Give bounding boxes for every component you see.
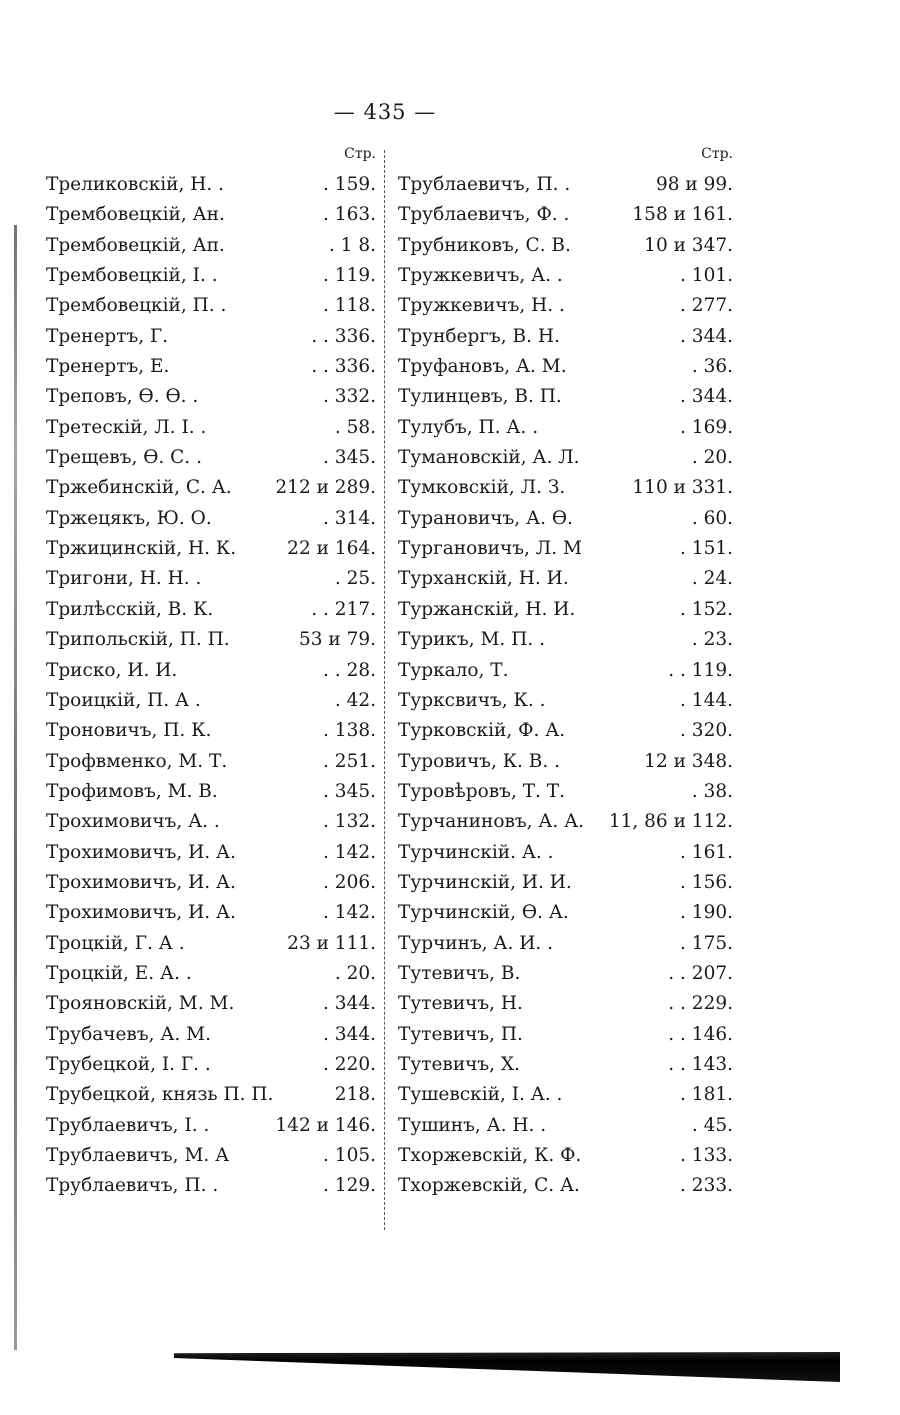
entry-name: Труфановъ, А. М. [398,356,567,378]
entry-name: Трипольскій, П. П. [46,629,230,651]
entry-page-ref: . . 143. [668,1053,733,1075]
entry-page-ref: . 101. [680,265,733,287]
index-entry [46,656,376,686]
entry-name: Трохимовичъ, И. А. [46,902,236,924]
entry-name: Трублаевичъ, М. А [46,1145,230,1166]
entry-name: Туровѣровъ, Т. Т. [398,780,566,802]
index-entry [398,1080,733,1110]
entry-name: Тушинъ, А. Н. . [398,1114,547,1136]
index-entry [398,1141,733,1171]
index-entry [46,898,376,928]
entry-name: Тулинцевъ, В. П. [398,386,562,408]
entry-page-ref: 212 и 289. [275,477,376,499]
entry-page-ref: . 1 8. [328,234,376,256]
entry-page-ref: . . 217. [311,598,376,620]
index-entry [46,322,376,352]
entry-name: Турковскій, Ф. А. [398,720,566,742]
entry-page-ref: . . 119. [668,659,733,681]
index-entry [46,231,376,261]
entry-name: Турчинъ, А. И. . [398,932,554,954]
index-entry [46,413,376,443]
entry-page-ref: . 251. [323,750,376,772]
index-entry [46,473,376,503]
entry-name: Трохимовичъ, И. А. [46,871,236,893]
entry-name: Треликовскій, Н. . [46,174,225,195]
entry-page-ref: . 24. [691,568,733,590]
index-entry [398,959,733,989]
index-entry [398,322,733,352]
index-entry [398,291,733,321]
index-entry [398,1050,733,1080]
index-entry [46,200,376,230]
right-entries-list [398,170,733,1202]
index-entry [398,929,733,959]
index-entry [398,625,733,655]
entry-name: Троцкій, Г. А . [46,932,185,954]
entry-name: Турчинскій, И. И. [398,871,572,893]
entry-page-ref: 23 и 111. [287,932,376,954]
entry-page-ref: . 144. [680,689,733,711]
entry-name: Троицкій, П. А . [46,689,201,711]
left-entries-list [46,170,376,1202]
index-entry [398,200,733,230]
index-entry [46,504,376,534]
entry-page-ref: 110 и 331. [632,477,733,499]
entry-page-ref: . 314. [323,507,376,529]
entry-name: Турчинскій, Ө. А. [398,902,569,924]
entry-page-ref: . 344. [323,993,376,1015]
index-entry [398,656,733,686]
index-entry [46,686,376,716]
entry-name: Трофвменко, М. Т. [46,750,228,772]
entry-name: Тургановичъ, Л. М [398,538,582,560]
entry-page-ref: . 132. [323,811,376,833]
index-entry [398,686,733,716]
entry-page-ref: . 42. [334,689,376,711]
entry-name: Трохимовичъ, А. . [46,811,220,833]
entry-page-ref: . 118. [323,295,376,317]
entry-page-ref: . 138. [323,720,376,742]
entry-name: Тушевскій, І. А. . [398,1084,563,1106]
entry-name: Трембовецкій, Ан. [46,204,225,226]
entry-name: Турчинскій. А. . [398,841,554,863]
entry-name: Трунбергъ, В. Н. [398,325,560,347]
entry-page-ref: . 25. [334,568,376,590]
index-entry [398,595,733,625]
entry-name: Трубачевъ, А. М. [46,1023,211,1045]
index-entry [46,747,376,777]
entry-page-ref: . 344. [680,325,733,347]
entry-page-ref: . . 336. [311,356,376,378]
entry-name: Трублаевичъ, П. . [46,1175,219,1197]
page-number: — 435 — [333,100,437,124]
index-entry [46,1171,376,1201]
entry-name: Трохимовичъ, И. А. [46,841,236,863]
index-entry [398,807,733,837]
entry-name: Тржецякъ, Ю. О. [46,507,212,529]
entry-page-ref: . 344. [680,386,733,408]
index-entry [398,231,733,261]
entry-page-ref: 98 и 99. [655,174,733,195]
entry-name: Трещевъ, Ө. С. . [46,447,202,469]
entry-page-ref: 218. [334,1084,376,1106]
entry-page-ref: 22 и 164. [287,538,376,560]
entry-page-ref: . . 229. [668,993,733,1015]
entry-page-ref: . 332. [323,386,376,408]
entry-name: Тутевичъ, В. [398,962,521,984]
entry-page-ref: . 129. [323,1175,376,1197]
entry-name: Тулубъ, П. А. . [398,416,539,438]
index-entry [398,261,733,291]
left-index-column [46,146,376,1202]
index-entry [398,989,733,1019]
entry-name: Трублаевичъ, Ф. . [398,204,570,226]
scan-edge-shadow [174,1352,840,1382]
entry-name: Тружкевичъ, А. . [398,265,563,287]
index-entry [46,1050,376,1080]
index-entry [398,777,733,807]
index-entry [398,413,733,443]
index-entry [398,868,733,898]
index-entry [46,1141,376,1171]
entry-page-ref: . 152. [680,598,733,620]
entry-page-ref: . 277. [680,295,733,317]
entry-page-ref: . 190. [680,902,733,924]
entry-page-ref: . 38. [691,780,733,802]
index-entry [46,1080,376,1110]
entry-name: Тренертъ, Е. [46,356,170,378]
entry-page-ref: . . 28. [323,659,376,681]
entry-page-ref: . 20. [691,447,733,469]
entry-page-ref: 142 и 146. [275,1114,376,1136]
index-entry [398,382,733,412]
index-entry [46,838,376,868]
entry-page-ref: . . 207. [668,962,733,984]
entry-name: Турксвичъ, К. . [398,689,546,711]
entry-page-ref: . 320. [680,720,733,742]
entry-page-ref: . 175. [680,932,733,954]
index-entry [46,261,376,291]
right-column-header: Стр. [701,146,733,162]
entry-page-ref: . 156. [680,871,733,893]
index-entry [398,1020,733,1050]
index-entry [46,170,376,200]
entry-page-ref: . 220. [323,1053,376,1075]
index-entry [46,534,376,564]
index-entry [46,929,376,959]
index-entry [398,747,733,777]
entry-name: Тхоржевскій, С. А. [398,1175,580,1197]
entry-page-ref: . 206. [323,871,376,893]
entry-page-ref: . 161. [680,841,733,863]
entry-name: Трубецкой, І. Г. . [46,1053,211,1075]
index-entry [398,443,733,473]
entry-name: Тутевичъ, П. [398,1023,523,1045]
entry-page-ref: . 169. [680,416,733,438]
entry-name: Турикъ, М. П. . [398,629,545,651]
entry-name: Тхоржевскій, К. Ф. [398,1145,582,1166]
binding-edge-mark [14,225,17,1350]
entry-name: Турановичъ, А. Ө. [398,507,573,529]
entry-name: Тумковскій, Л. З. [398,477,566,499]
index-entry [46,716,376,746]
entry-name: Троновичъ, П. К. [46,720,212,742]
entry-name: Турханскій, Н. И. [398,568,569,590]
entry-name: Треповъ, Ө. Ө. . [46,386,199,408]
index-entry [398,898,733,928]
index-entry [398,1171,733,1201]
entry-page-ref: 10 и 347. [644,234,733,256]
entry-page-ref: 158 и 161. [632,204,733,226]
left-column-header: Стр. [344,146,376,162]
entry-name: Тригони, Н. Н. . [46,568,202,590]
entry-page-ref: . 233. [680,1175,733,1197]
column-divider [384,150,385,1230]
entry-page-ref: . 119. [323,265,376,287]
entry-name: Трубецкой, князь П. П. [46,1084,274,1106]
entry-name: Трояновскій, М. М. [46,993,235,1015]
entry-name: Тржицинскій, Н. К. [46,538,237,560]
index-entry [46,443,376,473]
index-entry [46,777,376,807]
index-entry [46,291,376,321]
entry-name: Туровичъ, К. В. . [398,750,561,772]
entry-page-ref: . 23. [691,629,733,651]
entry-name: Трембовецкій, Ап. [46,234,225,256]
index-entry [398,473,733,503]
entry-page-ref: . 159. [323,174,376,195]
entry-page-ref: . 345. [323,447,376,469]
index-entry [398,534,733,564]
entry-name: Трублаевичъ, П. . [398,174,571,195]
entry-page-ref: . 344. [323,1023,376,1045]
entry-page-ref: . 20. [334,962,376,984]
entry-name: Тутевичъ, Н. [398,993,523,1015]
index-entry [398,504,733,534]
index-entry [46,382,376,412]
entry-name: Тружкевичъ, Н. . [398,295,565,317]
index-entry [46,989,376,1019]
entry-name: Трилѣсскій, В. К. [46,598,214,620]
index-entry [46,595,376,625]
entry-name: Тренертъ, Г. [46,325,169,347]
entry-name: Тржебинскій, С. А. [46,477,232,499]
index-entry [398,170,733,200]
entry-name: Турчаниновъ, А. А. [398,811,585,833]
entry-page-ref: 11, 86 и 112. [608,811,733,833]
entry-name: Трембовецкій, П. . [46,295,227,317]
entry-name: Триско, И. И. [46,659,178,681]
entry-page-ref: . 142. [323,841,376,863]
entry-page-ref: . 142. [323,902,376,924]
entry-page-ref: . 36. [691,356,733,378]
index-entry [46,807,376,837]
index-entry [46,564,376,594]
entry-page-ref: . 58. [334,416,376,438]
entry-page-ref: . 163. [323,204,376,226]
entry-page-ref: . 60. [691,507,733,529]
entry-name: Туржанскій, Н. И. [398,598,576,620]
index-entry [398,716,733,746]
entry-name: Тутевичъ, Х. [398,1053,520,1075]
entry-page-ref: . 345. [323,780,376,802]
entry-name: Трубниковъ, С. В. [398,234,571,256]
index-entry [46,352,376,382]
index-entry [398,838,733,868]
entry-page-ref: . . 146. [668,1023,733,1045]
index-entry [46,1111,376,1141]
entry-page-ref: . 45. [691,1114,733,1136]
entry-page-ref: . 151. [680,538,733,560]
entry-name: Трублаевичъ, І. . [46,1114,210,1136]
entry-page-ref: . 105. [323,1145,376,1166]
index-entry [398,564,733,594]
entry-page-ref: 12 и 348. [644,750,733,772]
entry-name: Тумановскій, А. Л. [398,447,580,469]
index-entry [46,959,376,989]
entry-page-ref: . 133. [680,1145,733,1166]
entry-page-ref: 53 и 79. [298,629,376,651]
index-entry [46,1020,376,1050]
right-index-column [398,146,733,1202]
index-entry [46,625,376,655]
index-entry [46,868,376,898]
entry-name: Третескій, Л. І. . [46,416,207,438]
entry-name: Троцкій, Е. А. . [46,962,192,984]
index-entry [398,1111,733,1141]
entry-name: Трембовецкій, І. . [46,265,218,287]
entry-page-ref: . 181. [680,1084,733,1106]
entry-name: Трофимовъ, М. В. [46,780,218,802]
entry-name: Туркало, Т. [398,659,509,681]
index-entry [398,352,733,382]
entry-page-ref: . . 336. [311,325,376,347]
